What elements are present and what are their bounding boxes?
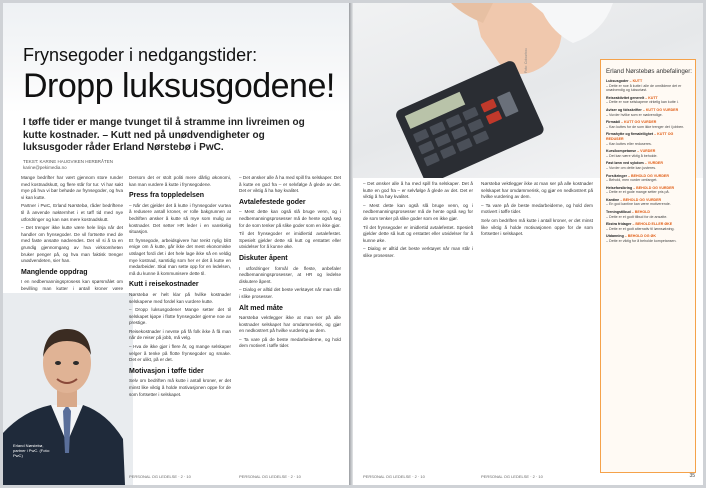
column-2 <box>129 175 231 400</box>
paragraph: Nørstebø er helt klar på hvilke kostnader selskapene med fordel kan vurdere kutte. <box>129 291 231 304</box>
paragraph: – Ta vare på de beste medarbeiderne, og hold dem motivert i tøffe tider. <box>239 336 341 349</box>
paragraph: Et frynsegode, arbeidsgivere har tenkt nylig blitt enige om å kutte, går ikke det mest ekonomiske utslaget fordi det i det hele lage ikke så en veldig mye kostnad, samtidig som her er det å kutte en medarbeider. Skal man sette opp for en ledelsen, må du kunne å kommunisere dette til. <box>129 237 231 276</box>
sidebar-list <box>601 79 695 244</box>
paragraph: Selv om bedriften må kutte i antall kroner, er det minst like viktig å holde motivasjonen oppe for de som fortsetter i selskapet. <box>129 378 231 397</box>
footer-right: PERSONAL OG LEDELSE · 2 · 10 <box>239 474 301 479</box>
photo-credit: Foto: Colourbox <box>524 48 528 73</box>
list-item: Aviser og tidsskrifter – KUTT OG VURDER – Vurder hvilke som er nødvendige. <box>606 107 679 117</box>
paragraph: Nørstebø vektlegger ikke at man ser på alle kostnader selskapet har omdømmerisk, og gjør en nedkostrert på hvilke vurdering av dem. <box>481 181 593 200</box>
subheading: Press fra toppledelsen <box>129 192 205 200</box>
list-item: Treningstilbud – BEHOLD – Dette er et godt tilbud for de ansatte. <box>606 210 668 219</box>
paragraph: – Når det gjelder det å kutte i frynsegoder vurtea å redusere antall kroner, er rolle bakgrunnen at bedriften ønsker å kutte så mye som mulig av kostnader. Det setter HR leder i en vanskelig situasjon. <box>129 202 231 235</box>
paragraph: – Hva de ikke gjør i flere år, og mange selskaper velger å tenke på flotte frynsegoder og smake. Det er ulikt, på er det. <box>129 344 231 363</box>
list-item: Firmabil – KUTT OG VURDER – Kan kuttes for de som ikke trenger det i jobben. <box>606 120 685 129</box>
list-item: Fast lønn ved sykdom – VURDER – Vurder om dette kan justeres. <box>606 161 663 170</box>
list-item: Helseforsikring – BEHOLD OG VURDER – Dette er et gode mange setter pris på. <box>606 185 675 195</box>
paragraph: Reisekostnader i nevnte på få folk ikke å få man når de reiser på jobb, må velg. <box>129 328 231 341</box>
subheading: Motivasjon i tøffe tider <box>129 367 204 375</box>
paragraph: Selv om bedriften må kutte i antall kroner, er det minst like viktig å holde motivasjonen oppe for de som fortsetter i selskapet. <box>481 217 593 237</box>
paragraph: – Dialog er alltid det beste verktøyet når man står i slike prosesser. <box>239 287 341 299</box>
list-item: Utdanning – BEHOLD OG ØK – Dette er viktig for å beholde kompetansen. <box>606 234 677 244</box>
right-column-1 <box>363 181 473 262</box>
subheading: Diskuter åpent <box>239 254 288 262</box>
paragraph: – Ta vare på de beste medarbeiderne, og hold dem motivert i tøffe tider. <box>481 202 593 215</box>
byline: TEKST: KARINE HAUGVIKEN HERBRÅTEN karine@pekimedia.no <box>23 159 114 170</box>
sidebar-title: Erland Nørstebøs anbefalinger: <box>606 68 692 75</box>
paragraph: Nørstebø vektlegger ikke at man ser på alle kostnader selskapet har omdømmerisk, og gjør en nedkostrert på hvilke vurdering av dem. <box>239 315 341 334</box>
ingress: I tøffe tider er mange tvunget til å stramme inn livreimen og kutte kostnader. – Kutt ned på unødvendigheter og luksusgoder råder Erland Nørstebø i PwC. <box>23 117 305 153</box>
column-1 <box>21 175 123 301</box>
list-item: Firmahytte og firmaleilighet – KUTT OG REDUSER – Kan kuttes eller reduseres. <box>606 132 674 146</box>
paragraph: Til det frynsegoder er imidlertid avtalefestet. Spesielt gjelder dette så kutt og erstattet eller utvidelser for å kunne øke. <box>239 231 341 250</box>
paragraph: Partner i PwC, Erland Nørstebø, råder bedriftene til å anvende nøkternhet i et tøff tid med nye utfordringer og kan nøs mere kostnadskutt. <box>21 203 123 222</box>
list-item: Ekstra fridager – BEHOLD ELLER ØKE – Dette er et godt alternativ til lønnsøkning. <box>606 222 675 231</box>
right-column-2 <box>481 181 593 240</box>
paragraph: Mange bedrifter har vært gjennom store runder med kostnadskutt, og flere står for tur. Vi har sakt mye på hva vi bør behøde av frynsegoder, og hva vi kan kutte. <box>21 175 123 200</box>
page-number: 35 <box>689 473 695 479</box>
footer-right: PERSONAL OG LEDELSE · 2 · 10 <box>481 474 543 479</box>
list-item: Kantine – BEHOLD OG VURDER – En god kantine kan være motiverende. <box>606 197 671 207</box>
list-item: Reiseaktivitet generelt – KUTT – Dette er noe selskapene virkelig kan kutte i. <box>606 95 679 105</box>
column-3 <box>239 175 341 352</box>
list-item: Kurs/kompetanse – VURDER – Det kan være viktig å beholde. <box>606 149 658 158</box>
page-title: Dropp luksusgodene! <box>23 67 335 105</box>
paragraph: I en nedbemanningsprosess kan spørsmålet om bevilling man kutter i antall kroner være <box>21 279 123 291</box>
paragraph: Til det frynsegoder er imidlertid avtalefestet. Spesielt gjelder dette så kutt og erstattet eller utvidelser for å kunne øke. <box>363 224 473 243</box>
footer-left: PERSONAL OG LEDELSE · 2 · 10 <box>363 474 425 479</box>
paragraph: – Det ønsker alle å ha med spill fra selskaper. Det å kutte en god fra – er selvfølge å glede av det. Det er viktig å ha høy kvalitet. <box>363 181 473 200</box>
paragraph: I utfordringer formål de fleste, anbefaler nedbemanningsprosesser, at HR og ledelse diskutere åpent. <box>239 265 341 284</box>
paragraph: – Dialog er alltid det beste verktøyet når man står i slike prosesser. <box>363 246 473 258</box>
paragraph: Dersom det er stolt politi mere dårlig økonomi, kan man vurdere å kutte i frynsegodene. <box>129 175 231 187</box>
left-page <box>3 3 349 485</box>
subheading: Avtalefestede goder <box>239 198 306 206</box>
recommendations-box <box>600 59 696 473</box>
subheading: Kutt i reisekostnader <box>129 281 199 289</box>
subheading: Manglende oppdrag <box>21 268 88 276</box>
paragraph: – Dropp luksusgodene! Mange setter det til selskapet kjøpe i flotte frynsegoder gjerne noe av prestige. <box>129 307 231 326</box>
right-page <box>353 3 703 485</box>
list-item: Forsikringer – BEHOLD OG VURDER – Behold, men vurder omfanget. <box>606 173 669 183</box>
paragraph: – Det ønsker alle å ha med spill fra selskaper. Det å kutte en god fra – er selvfølge å glede av det. Det er viktig å ha høy kvalitet. <box>239 175 341 194</box>
subheading: Alt med måte <box>239 304 283 312</box>
photo-caption: Erland Nørstebø, partner i PwC. (Foto: PwC) <box>13 443 50 458</box>
paragraph: – Mest dette kan også slå bruge venn, og i nedbemanningsprosesser må de hente også seg for de som tenker på slike goder som en ikke gjør. <box>363 202 473 221</box>
footer-left: PERSONAL OG LEDELSE · 2 · 10 <box>129 474 191 479</box>
pre-title: Frynsegoder i nedgangstider: <box>23 45 258 65</box>
paragraph: – Mest dette kan også slå bruge venn, og i nedbemanningsprosesser må de hente også seg for de som tenker på slike goder som en ikke gjør. <box>239 209 341 228</box>
paragraph: – Det trenger ikke kutte være hele linja når det handler om frynsegoder. De vil fortsette med de med faste ansatte nødvendes. Det vil si å ta en grundig gjennomgang av hva virksomheten bruker penger på, og hva man faktisk trenger unødvendeten, sier han. <box>21 225 123 264</box>
list-item: Luksusgoder – KUTT – Dette er noe å kutte i alle de områdene det er unødvendig og luksuriøst. <box>606 79 682 93</box>
